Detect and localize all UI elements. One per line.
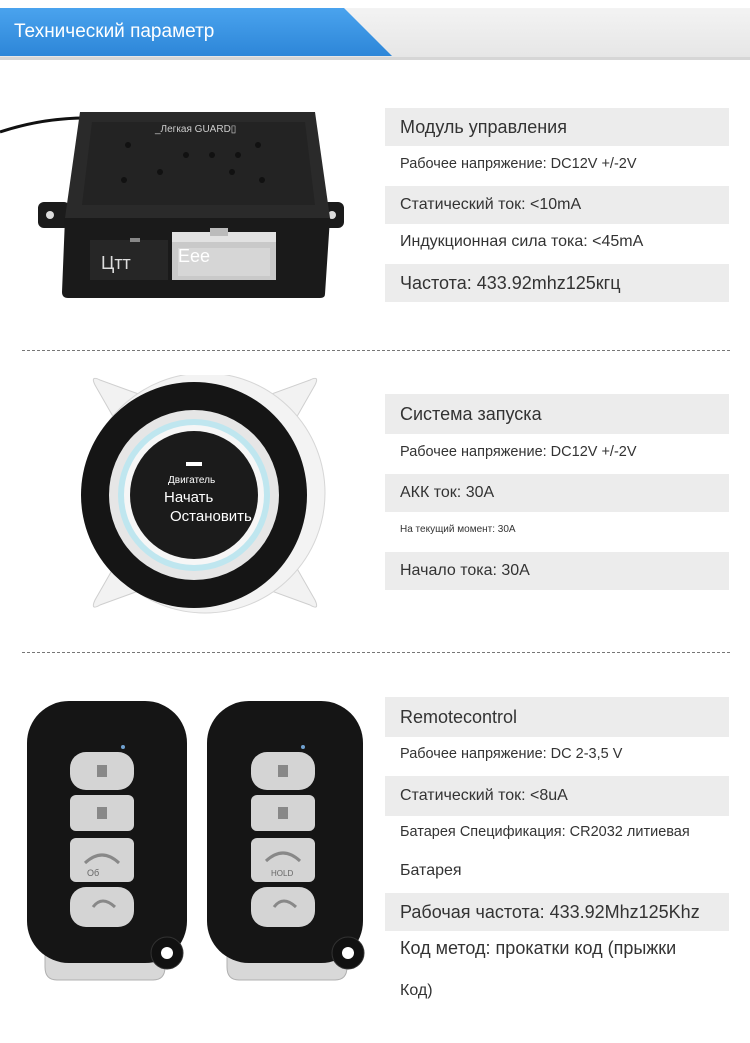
spec-item: Код метод: прокатки код (прыжки: [400, 937, 677, 958]
spec-item: Батарея: [400, 862, 462, 879]
spec-item: Начало тока: 30A: [385, 552, 729, 590]
page-title: Технический параметр: [14, 21, 215, 42]
spec-item: Рабочая частота: 433.92Mhz125Khz: [385, 893, 729, 931]
spec-item: Код): [400, 982, 433, 999]
spec-item: На текущий момент: 30A: [400, 523, 516, 535]
module-led-label: Цтт: [101, 253, 131, 273]
start-button-image: [60, 375, 350, 615]
spec-title: Система запуска: [385, 394, 729, 434]
module-connector-label: Eee: [178, 246, 211, 266]
control-module-image: [0, 100, 350, 310]
start-button-stop-text: Остановить: [170, 508, 252, 525]
spec-title: Модуль управления: [385, 108, 729, 146]
key2-hold-label: HOLD: [271, 869, 294, 878]
remote-keys-image: [15, 695, 375, 995]
spec-item: Рабочее напряжение: DC 2-3,5 V: [400, 746, 623, 762]
spec-item: Батарея Спецификация: CR2032 литиевая: [400, 824, 690, 840]
spec-title: Remotecontrol: [385, 697, 729, 737]
spec-item: АКК ток: 30A: [385, 474, 729, 512]
section-divider: [22, 652, 730, 653]
spec-item: Частота: 433.92mhz125кгц: [385, 264, 729, 302]
module-brand-text: _Легкая GUARD▯: [155, 124, 237, 135]
start-button-start-text: Начать: [164, 489, 214, 506]
section-divider: [22, 350, 730, 351]
header-divider: [0, 57, 750, 60]
key1-trunk-label: Об: [87, 868, 100, 878]
start-button-engine-text: Двигатель: [168, 475, 216, 486]
spec-item: Статический ток: <8uA: [385, 776, 729, 816]
spec-item: Индукционная сила тока: <45mA: [400, 233, 644, 250]
spec-item: Рабочее напряжение: DC12V +/-2V: [400, 156, 637, 172]
spec-item: Рабочее напряжение: DC12V +/-2V: [400, 444, 637, 460]
spec-item: Статический ток: <10mA: [385, 186, 729, 224]
